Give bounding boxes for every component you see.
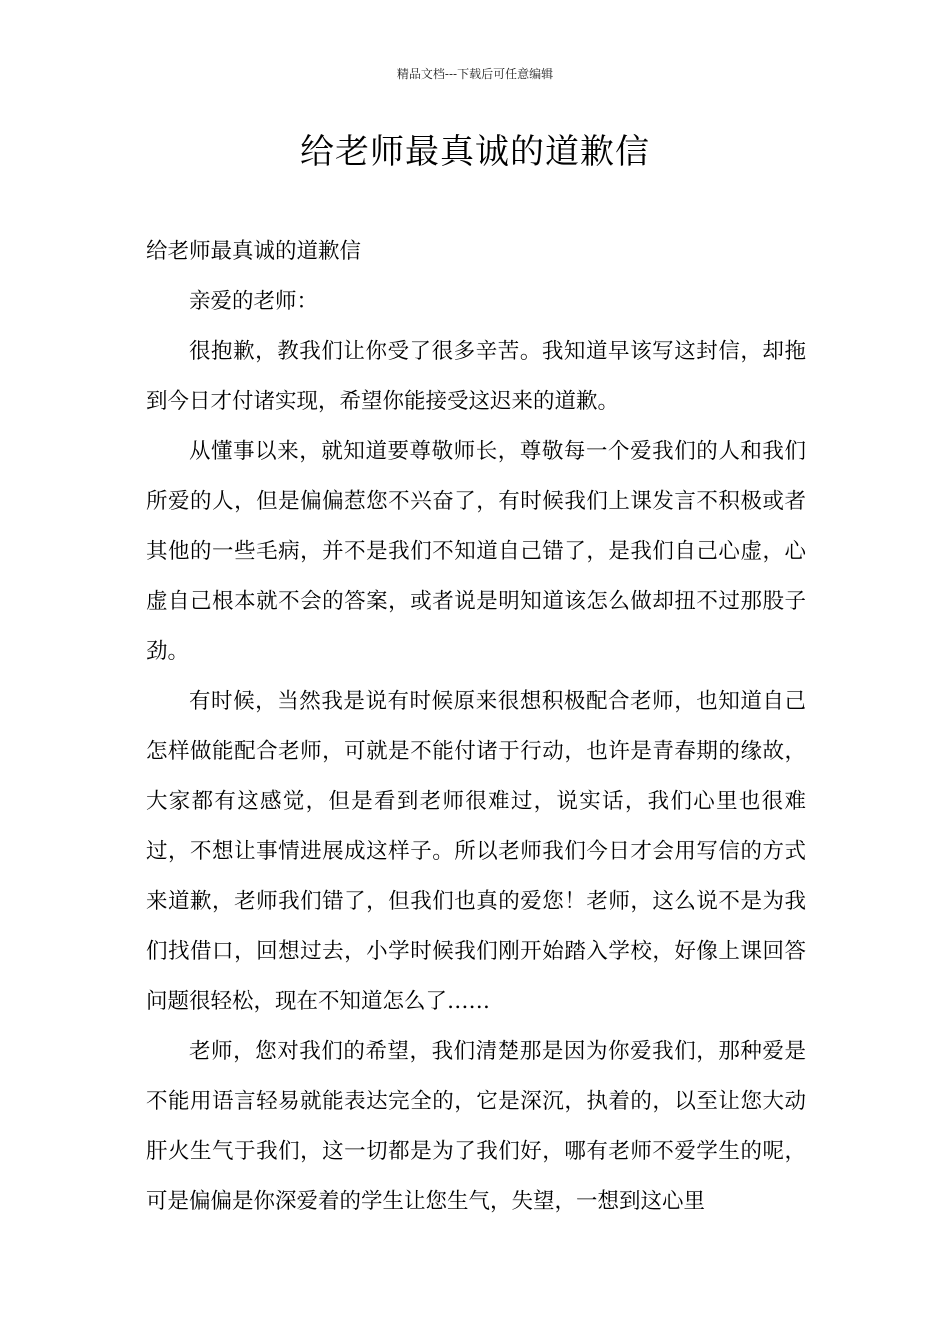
header-note: 精品文档---下载后可任意编辑 (396, 67, 554, 81)
paragraph: 有时候，当然我是说有时候原来很想积极配合老师，也知道自己怎样做能配合老师，可就是不能付诸于行动，也许是青春期的缘故，大家都有这感觉，但是看到老师很难过，说实话，我们心里也很难过，不想让事情进展成这样子。所以老师我们今日才会用写信的方式来道歉，老师我们错了，但我们也真的爱您！老师，这么说不是为我们找借口，回想过去，小学时候我们刚开始踏入学校，好像上课回答问题很轻松，现在不知道怎么了…… (146, 689, 806, 1014)
document-title: 给老师最真诚的道歉信 (300, 132, 650, 172)
document-body (146, 227, 806, 1227)
paragraph: 从懂事以来，就知道要尊敬师长，尊敬每一个爱我们的人和我们所爱的人，但是偏偏惹您不兴奋了，有时候我们上课发言不积极或者其他的一些毛病，并不是我们不知道自己错了，是我们自己心虚，心虚自己根本就不会的答案，或者说是明知道该怎么做却扭不过那股子劲。 (146, 439, 806, 664)
paragraph: 很抱歉，教我们让你受了很多辛苦。我知道早该写这封信，却拖到今日才付诸实现，希望你能接受这迟来的道歉。 (146, 339, 806, 414)
paragraph-salutation: 亲爱的老师： (189, 289, 319, 314)
paragraph-subtitle: 给老师最真诚的道歉信 (146, 239, 362, 264)
paragraph: 老师，您对我们的希望，我们清楚那是因为你爱我们，那种爱是不能用语言轻易就能表达完全的，它是深沉，执着的，以至让您大动肝火生气于我们，这一切都是为了我们好，哪有老师不爱学生的呢，可是偏偏是你深爱着的学生让您生气，失望，一想到这心里 (146, 1039, 806, 1214)
